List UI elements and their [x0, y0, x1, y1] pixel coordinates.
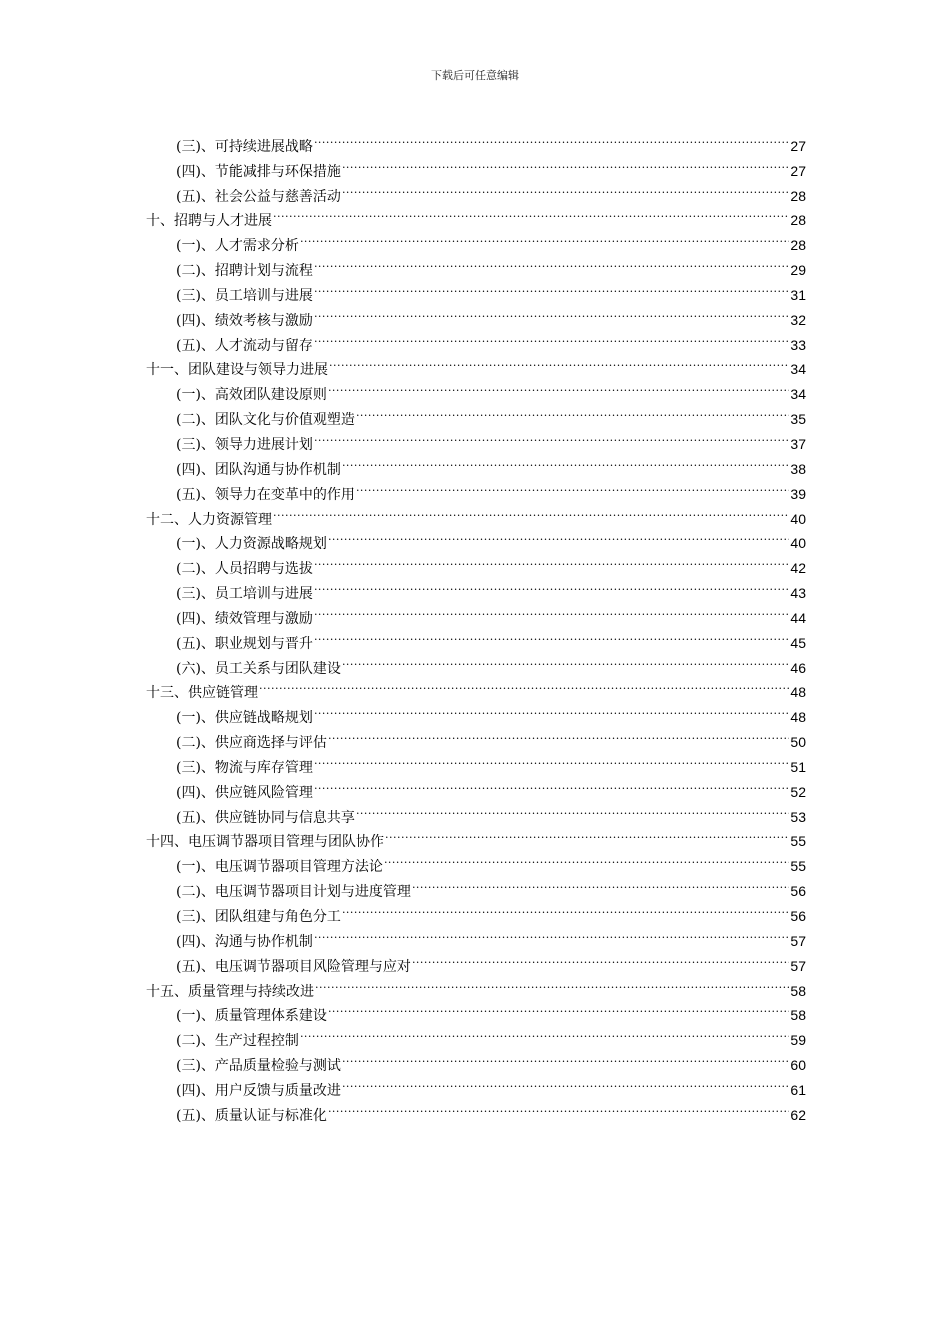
- toc-entry-label: (五)、供应链协同与信息共享: [176, 809, 355, 826]
- toc-page-number: 40: [790, 535, 806, 552]
- toc-dot-leader: [314, 548, 789, 573]
- toc-dot-leader: [342, 176, 789, 201]
- toc-dot-leader: [314, 424, 789, 449]
- toc-page-number: 43: [790, 585, 806, 602]
- toc-page-number: 52: [790, 783, 806, 800]
- toc-section-entry[interactable]: [146, 623, 806, 652]
- toc-entry-label: (三)、可持续进展战略: [176, 138, 313, 155]
- toc-entry-label: (五)、人才流动与留存: [176, 337, 313, 354]
- toc-entry-label: (三)、产品质量检验与测试: [176, 1058, 341, 1075]
- toc-dot-leader: [315, 971, 789, 996]
- toc-dot-leader: [314, 126, 789, 151]
- toc-section-entry[interactable]: [146, 648, 806, 677]
- toc-page-number: 44: [790, 609, 806, 626]
- toc-page-number: 57: [790, 957, 806, 974]
- toc-page-number: 53: [790, 808, 806, 825]
- toc-page-number: 34: [790, 386, 806, 403]
- toc-entry-label: (二)、电压调节器项目计划与进度管理: [176, 884, 411, 901]
- toc-page-number: 37: [790, 435, 806, 452]
- toc-dot-leader: [412, 946, 789, 971]
- toc-entry-label: 十、招聘与人才进展: [146, 213, 272, 230]
- toc-section-entry[interactable]: [146, 225, 806, 255]
- toc-dot-leader: [314, 623, 789, 648]
- toc-entry-label: (二)、生产过程控制: [176, 1033, 299, 1050]
- toc-dot-leader: [314, 300, 789, 325]
- toc-chapter-entry[interactable]: [146, 499, 806, 528]
- toc-entry-label: (五)、电压调节器项目风险管理与应对: [176, 958, 411, 975]
- toc-section-entry[interactable]: [146, 151, 806, 180]
- toc-section-entry[interactable]: [146, 772, 806, 801]
- toc-section-entry[interactable]: [146, 374, 806, 404]
- toc-page-number: 56: [790, 883, 806, 900]
- toc-page-number: 61: [790, 1081, 806, 1098]
- toc-entry-label: (三)、团队组建与角色分工: [176, 909, 341, 925]
- toc-dot-leader: [300, 1020, 789, 1045]
- toc-entry-label: 十一、团队建设与领导力进展: [146, 362, 328, 379]
- toc-section-entry[interactable]: [146, 797, 806, 826]
- toc-section-entry[interactable]: [146, 946, 806, 975]
- toc-section-entry[interactable]: [146, 424, 806, 453]
- toc-dot-leader: [328, 374, 789, 399]
- toc-entry-label: (六)、员工关系与团队建设: [176, 660, 341, 677]
- toc-page-number: 39: [790, 485, 806, 502]
- toc-section-entry[interactable]: [146, 871, 806, 901]
- toc-dot-leader: [385, 822, 789, 847]
- toc-section-entry[interactable]: [146, 449, 806, 478]
- toc-entry-label: (五)、领导力在变革中的作用: [176, 486, 355, 503]
- toc-dot-leader: [328, 996, 789, 1021]
- toc-dot-leader: [314, 250, 789, 275]
- toc-page-number: 27: [790, 137, 806, 154]
- toc-dot-leader: [314, 325, 789, 350]
- toc-dot-leader: [356, 797, 789, 822]
- toc-entry-label: 十五、质量管理与持续改进: [146, 983, 314, 1000]
- toc-page-number: 58: [790, 1007, 806, 1024]
- toc-entry-label: (二)、人员招聘与选拔: [176, 561, 313, 578]
- toc-page-number: 28: [790, 187, 806, 204]
- toc-dot-leader: [328, 722, 789, 747]
- toc-dot-leader: [328, 524, 789, 549]
- toc-page-number: 45: [790, 634, 806, 651]
- toc-section-entry[interactable]: [146, 325, 806, 354]
- toc-page-number: 34: [790, 361, 806, 378]
- toc-dot-leader: [342, 648, 789, 673]
- toc-dot-leader: [273, 201, 789, 226]
- toc-page-number: 48: [790, 709, 806, 726]
- toc-section-entry[interactable]: [146, 548, 806, 578]
- toc-section-entry[interactable]: [146, 250, 806, 280]
- toc-chapter-entry[interactable]: [146, 822, 806, 851]
- toc-dot-leader: [356, 474, 789, 499]
- toc-dot-leader: [412, 871, 789, 896]
- toc-dot-leader: [314, 697, 789, 722]
- toc-section-entry[interactable]: [146, 846, 806, 876]
- toc-page-number: 27: [790, 162, 806, 179]
- toc-dot-leader: [314, 573, 789, 598]
- toc-page-number: 51: [790, 758, 806, 775]
- toc-entry-label: (四)、沟通与协作机制: [176, 933, 313, 950]
- toc-entry-label: (四)、节能减排与环保措施: [176, 163, 341, 180]
- toc-dot-leader: [356, 399, 789, 424]
- toc-section-entry[interactable]: [146, 1045, 806, 1075]
- toc-dot-leader: [314, 598, 789, 623]
- toc-entry-label: 十四、电压调节器项目管理与团队协作: [146, 834, 384, 851]
- toc-entry-label: 十二、人力资源管理: [146, 511, 272, 528]
- toc-dot-leader: [314, 772, 789, 797]
- toc-entry-label: (三)、员工培训与进展: [176, 586, 313, 603]
- toc-page-number: 55: [790, 833, 806, 850]
- toc-section-entry[interactable]: [146, 921, 806, 950]
- toc-entry-label: (三)、物流与库存管理: [176, 759, 313, 776]
- toc-dot-leader: [342, 151, 789, 176]
- toc-dot-leader: [342, 1045, 789, 1070]
- toc-section-entry[interactable]: [146, 1070, 806, 1099]
- toc-page-number: 42: [790, 560, 806, 577]
- toc-entry-label: (五)、职业规划与晋升: [176, 635, 313, 652]
- toc-dot-leader: [259, 673, 789, 698]
- toc-page-number: 28: [790, 237, 806, 254]
- toc-dot-leader: [314, 921, 789, 946]
- toc-entry-label: (四)、用户反馈与质量改进: [176, 1082, 341, 1099]
- toc-page-number: 32: [790, 311, 806, 328]
- toc-section-entry[interactable]: [146, 474, 806, 503]
- toc-dot-leader: [328, 1095, 789, 1120]
- toc-page-number: 56: [790, 908, 806, 924]
- toc-entry-label: (一)、人才需求分析: [176, 238, 299, 255]
- toc-section-entry[interactable]: [146, 300, 806, 329]
- toc-page-number: 55: [790, 858, 806, 875]
- toc-dot-leader: [342, 449, 789, 474]
- toc-page-number: 58: [790, 982, 806, 999]
- toc-dot-leader: [342, 896, 789, 921]
- toc-page-number: 46: [790, 659, 806, 676]
- toc-page-number: 38: [790, 460, 806, 477]
- toc-page-number: 57: [790, 932, 806, 949]
- toc-page-number: 28: [790, 212, 806, 229]
- toc-section-entry[interactable]: [146, 598, 806, 627]
- toc-section-entry[interactable]: [146, 1095, 806, 1124]
- toc-dot-leader: [314, 747, 789, 772]
- toc-dot-leader: [300, 225, 789, 250]
- toc-chapter-entry[interactable]: [146, 350, 806, 379]
- toc-section-entry[interactable]: [146, 722, 806, 752]
- toc-entry-label: (一)、质量管理体系建设: [176, 1008, 327, 1025]
- table-of-contents: [146, 126, 806, 1124]
- toc-page-number: 60: [790, 1057, 806, 1074]
- toc-entry-label: (一)、供应链战略规划: [176, 710, 313, 727]
- toc-section-entry[interactable]: [146, 275, 806, 304]
- toc-page-number: 48: [790, 684, 806, 701]
- toc-dot-leader: [273, 499, 789, 524]
- toc-section-entry[interactable]: [146, 176, 806, 205]
- toc-section-entry[interactable]: [146, 747, 806, 776]
- toc-entry-label: 十三、供应链管理: [146, 685, 258, 702]
- toc-entry-label: (五)、社会公益与慈善活动: [176, 188, 341, 205]
- toc-section-entry[interactable]: [146, 126, 806, 155]
- toc-dot-leader: [384, 846, 789, 871]
- toc-section-entry[interactable]: [146, 399, 806, 429]
- toc-page-number: 33: [790, 336, 806, 353]
- toc-page-number: 31: [790, 286, 806, 303]
- toc-entry-label: (三)、领导力进展计划: [176, 436, 313, 453]
- toc-page-number: 35: [790, 411, 806, 428]
- toc-entry-label: (四)、绩效考核与激励: [176, 312, 313, 329]
- toc-entry-label: (四)、供应链风险管理: [176, 784, 313, 801]
- toc-page-number: 59: [790, 1032, 806, 1049]
- toc-dot-leader: [342, 1070, 789, 1095]
- toc-section-entry[interactable]: [146, 1020, 806, 1050]
- toc-entry-label: (一)、人力资源战略规划: [176, 536, 327, 553]
- toc-dot-leader: [314, 275, 789, 300]
- toc-dot-leader: [329, 350, 789, 375]
- toc-section-entry[interactable]: [146, 996, 806, 1025]
- page-header: 下载后可任意编辑: [431, 69, 519, 82]
- toc-entry-label: (二)、供应商选择与评估: [176, 735, 327, 752]
- toc-chapter-entry[interactable]: [146, 673, 806, 702]
- toc-section-entry[interactable]: [146, 896, 806, 925]
- toc-page-number: 62: [790, 1106, 806, 1123]
- toc-entry-label: (四)、团队沟通与协作机制: [176, 461, 341, 478]
- toc-entry-label: (一)、电压调节器项目管理方法论: [176, 859, 383, 876]
- toc-entry-label: (三)、员工培训与进展: [176, 287, 313, 304]
- toc-section-entry[interactable]: [146, 697, 806, 727]
- toc-page-number: 29: [790, 262, 806, 279]
- toc-page-number: 40: [790, 510, 806, 527]
- toc-entry-label: (二)、团队文化与价值观塑造: [176, 412, 355, 429]
- toc-entry-label: (二)、招聘计划与流程: [176, 263, 313, 280]
- toc-section-entry[interactable]: [146, 573, 806, 603]
- toc-page-number: 50: [790, 734, 806, 751]
- toc-entry-label: (五)、质量认证与标准化: [176, 1107, 327, 1124]
- toc-section-entry[interactable]: [146, 524, 806, 553]
- toc-chapter-entry[interactable]: [146, 971, 806, 1000]
- toc-entry-label: (四)、绩效管理与激励: [176, 610, 313, 627]
- toc-entry-label: (一)、高效团队建设原则: [176, 387, 327, 404]
- toc-chapter-entry[interactable]: [146, 201, 806, 230]
